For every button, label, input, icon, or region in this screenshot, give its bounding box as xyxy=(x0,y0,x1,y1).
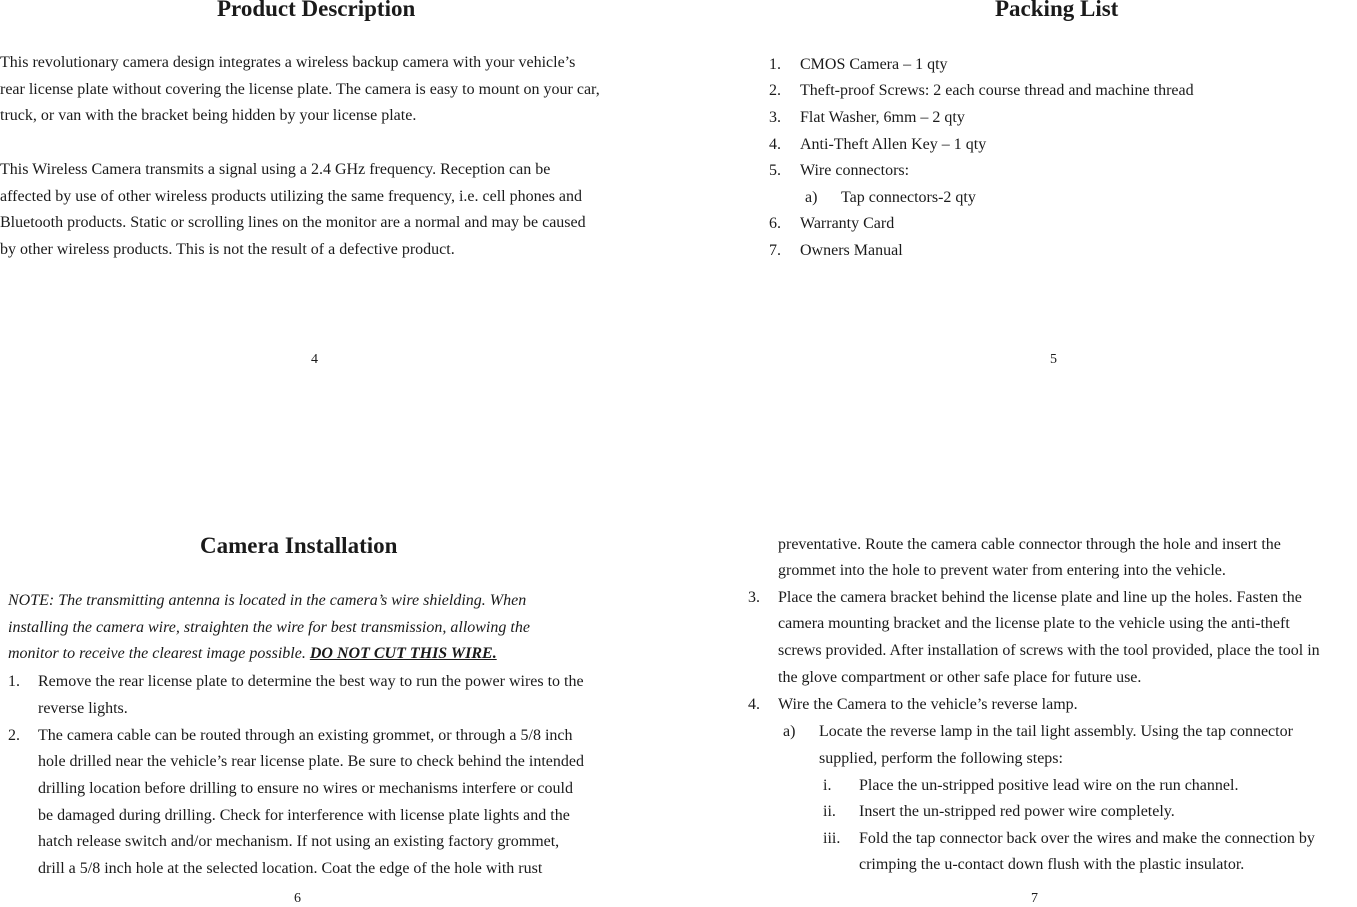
list-text: Owners Manual xyxy=(800,242,903,259)
note-line xyxy=(8,641,530,668)
step-text-line: the glove compartment or other safe place for future use. xyxy=(778,669,1142,686)
text-line: rear license plate without covering the license plate. The camera is easy to mount on your car, xyxy=(0,80,600,98)
text-line: This revolutionary camera design integrates a wireless backup camera with your vehicle’s xyxy=(0,54,576,71)
note-line: NOTE: The transmitting antenna is located in the camera’s wire shielding. When xyxy=(8,592,527,609)
text-line: This Wireless Camera transmits a signal using a 2.4 GHz frequency. Reception can be xyxy=(0,161,551,178)
step-text-line: Insert the un-stripped red power wire completely. xyxy=(859,803,1175,820)
step-text-line: Fold the tap connector back over the wires and make the connection by xyxy=(859,830,1315,847)
roman-numeral: iii. xyxy=(823,830,841,847)
step-text-line: Locate the reverse lamp in the tail light assembly. Using the tap connector xyxy=(819,723,1293,740)
product-description-paragraph-2 xyxy=(0,157,586,263)
page-number-4: 4 xyxy=(311,352,318,367)
step-text-line: screws provided. After installation of screws with the tool provided, place the tool in xyxy=(778,642,1320,659)
page-number-5: 5 xyxy=(1050,352,1057,367)
list-number: 1. xyxy=(769,56,781,73)
step-number: 1. xyxy=(8,673,20,690)
step-number: 4. xyxy=(748,696,760,713)
step-text-line: crimping the u-contact down flush with the plastic insulator. xyxy=(859,856,1245,873)
list-number: 3. xyxy=(769,109,781,126)
roman-numeral: i. xyxy=(823,777,832,794)
list-text: Flat Washer, 6mm – 2 qty xyxy=(800,109,965,126)
list-number: 5. xyxy=(769,162,781,179)
step-text-line: hatch release switch and/or mechanism. If not using an existing factory grommet, xyxy=(38,833,560,850)
step-text-line: drill a 5/8 inch hole at the selected location. Coat the edge of the hole with rust xyxy=(38,860,543,877)
step-text-line: Wire the Camera to the vehicle’s reverse lamp. xyxy=(778,696,1078,713)
list-number: 2. xyxy=(769,82,781,99)
list-number: a) xyxy=(805,189,818,206)
product-description-paragraph-1 xyxy=(0,50,600,130)
step-text-line: preventative. Route the camera cable connector through the hole and insert the xyxy=(778,536,1281,553)
list-text: Tap connectors-2 qty xyxy=(841,189,976,206)
step-number: 2. xyxy=(8,727,20,744)
step-text-line: be damaged during drilling. Check for interference with license plate lights and the xyxy=(38,807,570,824)
page-title-product-description: Product Description xyxy=(217,0,416,21)
text-line: truck, or van with the bracket being hidden by your license plate. xyxy=(0,107,417,125)
page-title-packing-list: Packing List xyxy=(995,0,1119,21)
list-text: Theft-proof Screws: 2 each course thread and machine thread xyxy=(800,82,1194,99)
list-text: Warranty Card xyxy=(800,215,895,232)
step-text-line: reverse lights. xyxy=(38,700,128,717)
list-text: Anti-Theft Allen Key – 1 qty xyxy=(800,136,987,153)
step-text-line: grommet into the hole to prevent water from entering into the vehicle. xyxy=(778,562,1226,579)
step-text-line: drilling location before drilling to ensure no wires or mechanisms interfere or could xyxy=(38,780,573,797)
step-text-line: Place the un-stripped positive lead wire on the run channel. xyxy=(859,777,1239,794)
step-text-line: hole drilled near the vehicle’s rear license plate. Be sure to check behind the intended xyxy=(38,753,584,770)
warning-text: DO NOT CUT THIS WIRE. xyxy=(309,645,497,663)
roman-numeral: ii. xyxy=(823,803,836,820)
page-number-7: 7 xyxy=(1031,891,1038,906)
list-number: 4. xyxy=(769,136,781,153)
installation-note xyxy=(8,588,530,668)
page-number-6: 6 xyxy=(294,891,301,906)
step-number: 3. xyxy=(748,589,760,606)
step-text-line: Place the camera bracket behind the license plate and line up the holes. Fasten the xyxy=(778,589,1302,606)
text-line: affected by use of other wireless products utilizing the same frequency, i.e. cell phones and xyxy=(0,187,583,205)
step-text-line: supplied, perform the following steps: xyxy=(819,750,1063,767)
list-number: 6. xyxy=(769,215,781,232)
page-title-camera-installation: Camera Installation xyxy=(200,533,398,558)
note-line: installing the camera wire, straighten the wire for best transmission, allowing the xyxy=(8,618,530,636)
note-text: monitor to receive the clearest image possible. xyxy=(8,645,306,663)
text-line: by other wireless products. This is not the result of a defective product. xyxy=(0,240,455,258)
step-text-line: Remove the rear license plate to determine the best way to run the power wires to the xyxy=(38,673,584,690)
sub-step-letter: a) xyxy=(783,723,796,740)
list-number: 7. xyxy=(769,242,781,259)
step-text-line: camera mounting bracket and the license plate to the vehicle using the anti-theft xyxy=(778,615,1290,632)
step-text-line: The camera cable can be routed through an existing grommet, or through a 5/8 inch xyxy=(38,727,573,744)
list-text: Wire connectors: xyxy=(800,162,910,179)
list-text: CMOS Camera – 1 qty xyxy=(800,56,948,73)
text-line: Bluetooth products. Static or scrolling lines on the monitor are a normal and may be caused xyxy=(0,214,586,232)
